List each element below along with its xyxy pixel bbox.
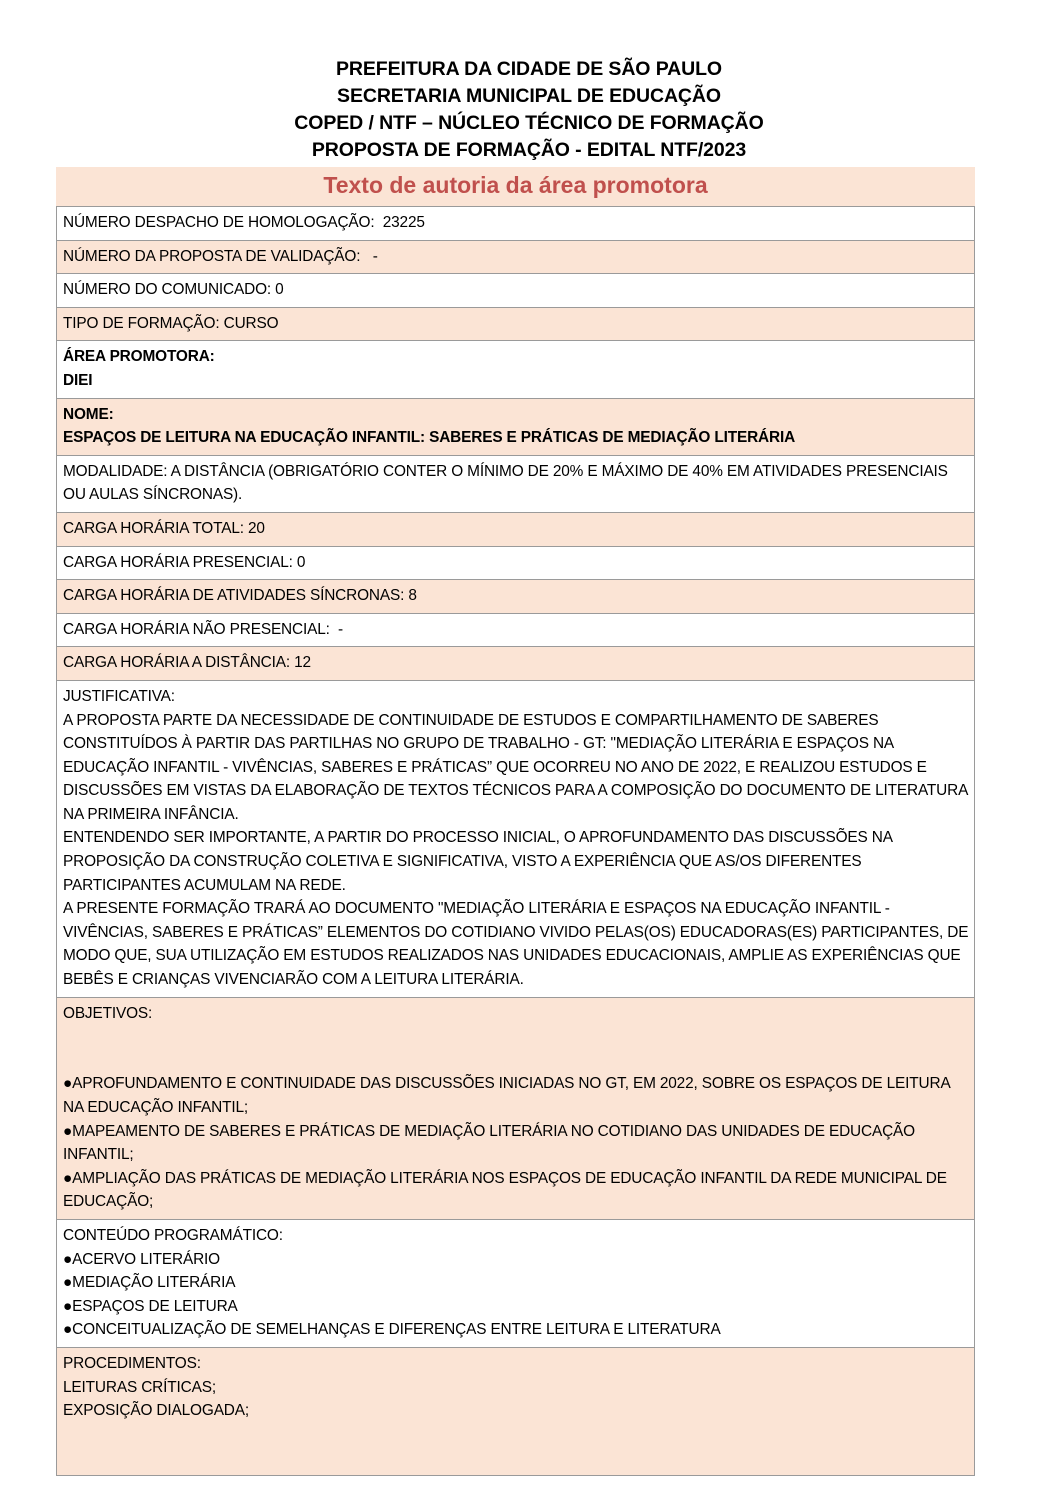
table-row-carga-presencial: [56, 547, 975, 581]
bullet-icon: ●: [63, 1297, 73, 1315]
carga-nao-presencial-text: CARGA HORÁRIA NÃO PRESENCIAL: -: [63, 620, 343, 638]
table-row-conteudo-programatico: [56, 1220, 975, 1348]
conteudo-item-text: MEDIAÇÃO LITERÁRIA: [72, 1274, 236, 1292]
objetivos-item: [63, 1167, 969, 1214]
proposta-validacao-text: NÚMERO DA PROPOSTA DE VALIDAÇÃO: -: [63, 247, 378, 265]
conteudo-item: [63, 1318, 969, 1342]
title-band: [56, 167, 975, 206]
document-header: [0, 0, 1058, 164]
conteudo-label: CONTEÚDO PROGRAMÁTICO:: [63, 1226, 283, 1244]
carga-sincronas-text: CARGA HORÁRIA DE ATIVIDADES SÍNCRONAS: 8: [63, 587, 417, 605]
table-row-proposta-validacao: [56, 241, 975, 275]
table-row-comunicado: [56, 274, 975, 308]
bullet-icon: ●: [63, 1122, 73, 1140]
objetivos-label: OBJETIVOS:: [63, 1004, 153, 1022]
procedimentos-label: PROCEDIMENTOS:: [63, 1354, 201, 1372]
objetivos-item-text: APROFUNDAMENTO E CONTINUIDADE DAS DISCUSSÕES INICIADAS NO GT, EM 2022, SOBRE OS ESPAÇOS DE LEITURA NA EDUCAÇÃO INFANTIL;: [63, 1075, 950, 1116]
table-row-carga-nao-presencial: [56, 614, 975, 648]
comunicado-text: NÚMERO DO COMUNICADO: 0: [63, 281, 284, 299]
table-row-despacho: [56, 206, 975, 241]
table-row-procedimentos: [56, 1348, 975, 1476]
conteudo-item-text: ESPAÇOS DE LEITURA: [72, 1297, 238, 1315]
objetivos-item: [63, 1120, 969, 1167]
bullet-icon: ●: [63, 1250, 73, 1268]
conteudo-item-text: CONCEITUALIZAÇÃO DE SEMELHANÇAS E DIFERENÇAS ENTRE LEITURA E LITERATURA: [72, 1321, 721, 1339]
bullet-icon: ●: [63, 1075, 73, 1093]
bullet-icon: ●: [63, 1169, 73, 1187]
modalidade-text: MODALIDADE: A DISTÂNCIA (OBRIGATÓRIO CONTER O MÍNIMO DE 20% E MÁXIMO DE 40% EM ATIVIDADES PRESENCIAIS OU AULAS SÍNCRONAS).: [63, 462, 948, 504]
tipo-formacao-text: TIPO DE FORMAÇÃO: CURSO: [63, 314, 279, 332]
area-promotora-label: ÁREA PROMOTORA:: [63, 348, 215, 366]
bullet-icon: ●: [63, 1274, 73, 1292]
header-line-2: SECRETARIA MUNICIPAL DE EDUCAÇÃO: [337, 85, 721, 107]
procedimentos-blank-line-1: [63, 1423, 969, 1447]
bullet-icon: ●: [63, 1321, 73, 1339]
justificativa-label: JUSTIFICATIVA:: [63, 687, 175, 705]
proposal-table: [56, 206, 975, 1476]
header-line-4: PROPOSTA DE FORMAÇÃO - EDITAL NTF/2023: [311, 139, 747, 161]
justificativa-paragraph-1: A PROPOSTA PARTE DA NECESSIDADE DE CONTINUIDADE DE ESTUDOS E COMPARTILHAMENTO DE SABERES CONSTITUÍDOS À PARTIR DAS PARTILHAS NO GRUPO DE TRABALHO - GT: "MEDIAÇÃO LITERÁRIA E ESPAÇOS NA EDUCAÇÃO INFANTIL - VIVÊNCIAS, SABERES E PRÁTICAS” QUE OCORREU NO ANO DE 2022, E REALIZOU ESTUDOS E DISCUSSÕES EM VISTAS DA ELABORAÇÃO DE TEXTOS TÉCNICOS PARA A COMPOSIÇÃO DO DOCUMENTO DE LITERATURA NA PRIMEIRA INFÂNCIA.: [63, 711, 968, 823]
table-row-carga-total: [56, 513, 975, 547]
table-row-tipo-formacao: [56, 308, 975, 342]
carga-distancia-text: CARGA HORÁRIA A DISTÂNCIA: 12: [63, 654, 311, 672]
justificativa-paragraph-3: A PRESENTE FORMAÇÃO TRARÁ AO DOCUMENTO "MEDIAÇÃO LITERÁRIA E ESPAÇOS NA EDUCAÇÃO INFANTIL - VIVÊNCIAS, SABERES E PRÁTICAS” ELEMENTOS DO COTIDIANO VIVIDO PELAS(OS) EDUCADORAS(ES) PARTICIPANTES, DE MODO QUE, SUA UTILIZAÇÃO EM ESTUDOS REALIZADOS NAS UNIDADES EDUCACIONAIS, AMPLIE AS EXPERIÊNCIAS QUE BEBÊS E CRIANÇAS VIVENCIARÃO COM A LEITURA LITERÁRIA.: [63, 900, 969, 989]
carga-total-text: CARGA HORÁRIA TOTAL: 20: [63, 519, 265, 537]
despacho-text: NÚMERO DESPACHO DE HOMOLOGAÇÃO: 23225: [63, 214, 425, 231]
header-line-3: COPED / NTF – NÚCLEO TÉCNICO DE FORMAÇÃO: [294, 112, 764, 134]
table-row-carga-sincronas: [56, 580, 975, 614]
conteudo-item: [63, 1248, 969, 1272]
objetivos-blank-line-1: [63, 1025, 969, 1049]
table-row-justificativa: [56, 681, 975, 998]
procedimentos-line-1: LEITURAS CRÍTICAS;: [63, 1378, 216, 1396]
objetivos-item-text: MAPEAMENTO DE SABERES E PRÁTICAS DE MEDIAÇÃO LITERÁRIA NO COTIDIANO DAS UNIDADES DE EDUCAÇÃO INFANTIL;: [63, 1122, 915, 1164]
objetivos-item-text: AMPLIAÇÃO DAS PRÁTICAS DE MEDIAÇÃO LITERÁRIA NOS ESPAÇOS DE EDUCAÇÃO INFANTIL DA REDE MUNICIPAL DE EDUCAÇÃO;: [63, 1169, 947, 1211]
nome-label: NOME:: [63, 405, 114, 423]
conteudo-item: [63, 1295, 969, 1319]
justificativa-paragraph-2: ENTENDENDO SER IMPORTANTE, A PARTIR DO PROCESSO INICIAL, O APROFUNDAMENTO DAS DISCUSSÕES NA PROPOSIÇÃO DA CONSTRUÇÃO COLETIVA E SIGNIFICATIVA, VISTO A EXPERIÊNCIA QUE AS/OS DIFERENTES PARTICIPANTES ACUMULAM NA REDE.: [63, 829, 892, 894]
procedimentos-blank-line-2: [63, 1446, 969, 1470]
table-row-nome: [56, 399, 975, 456]
table-row-objetivos: [56, 998, 975, 1220]
conteudo-item-text: ACERVO LITERÁRIO: [72, 1250, 220, 1268]
objetivos-blank-line-2: [63, 1049, 969, 1073]
title-band-text: Texto de autoria da área promotora: [323, 172, 708, 198]
conteudo-item: [63, 1271, 969, 1295]
header-line-1: PREFEITURA DA CIDADE DE SÃO PAULO: [336, 58, 722, 80]
carga-presencial-text: CARGA HORÁRIA PRESENCIAL: 0: [63, 553, 306, 571]
area-promotora-value: DIEI: [63, 371, 93, 389]
procedimentos-line-2: EXPOSIÇÃO DIALOGADA;: [63, 1402, 250, 1420]
nome-value: ESPAÇOS DE LEITURA NA EDUCAÇÃO INFANTIL: SABERES E PRÁTICAS DE MEDIAÇÃO LITERÁRIA: [63, 429, 796, 447]
objetivos-item: [63, 1072, 969, 1119]
table-row-carga-distancia: [56, 647, 975, 681]
table-row-modalidade: [56, 456, 975, 513]
table-row-area-promotora: [56, 341, 975, 398]
